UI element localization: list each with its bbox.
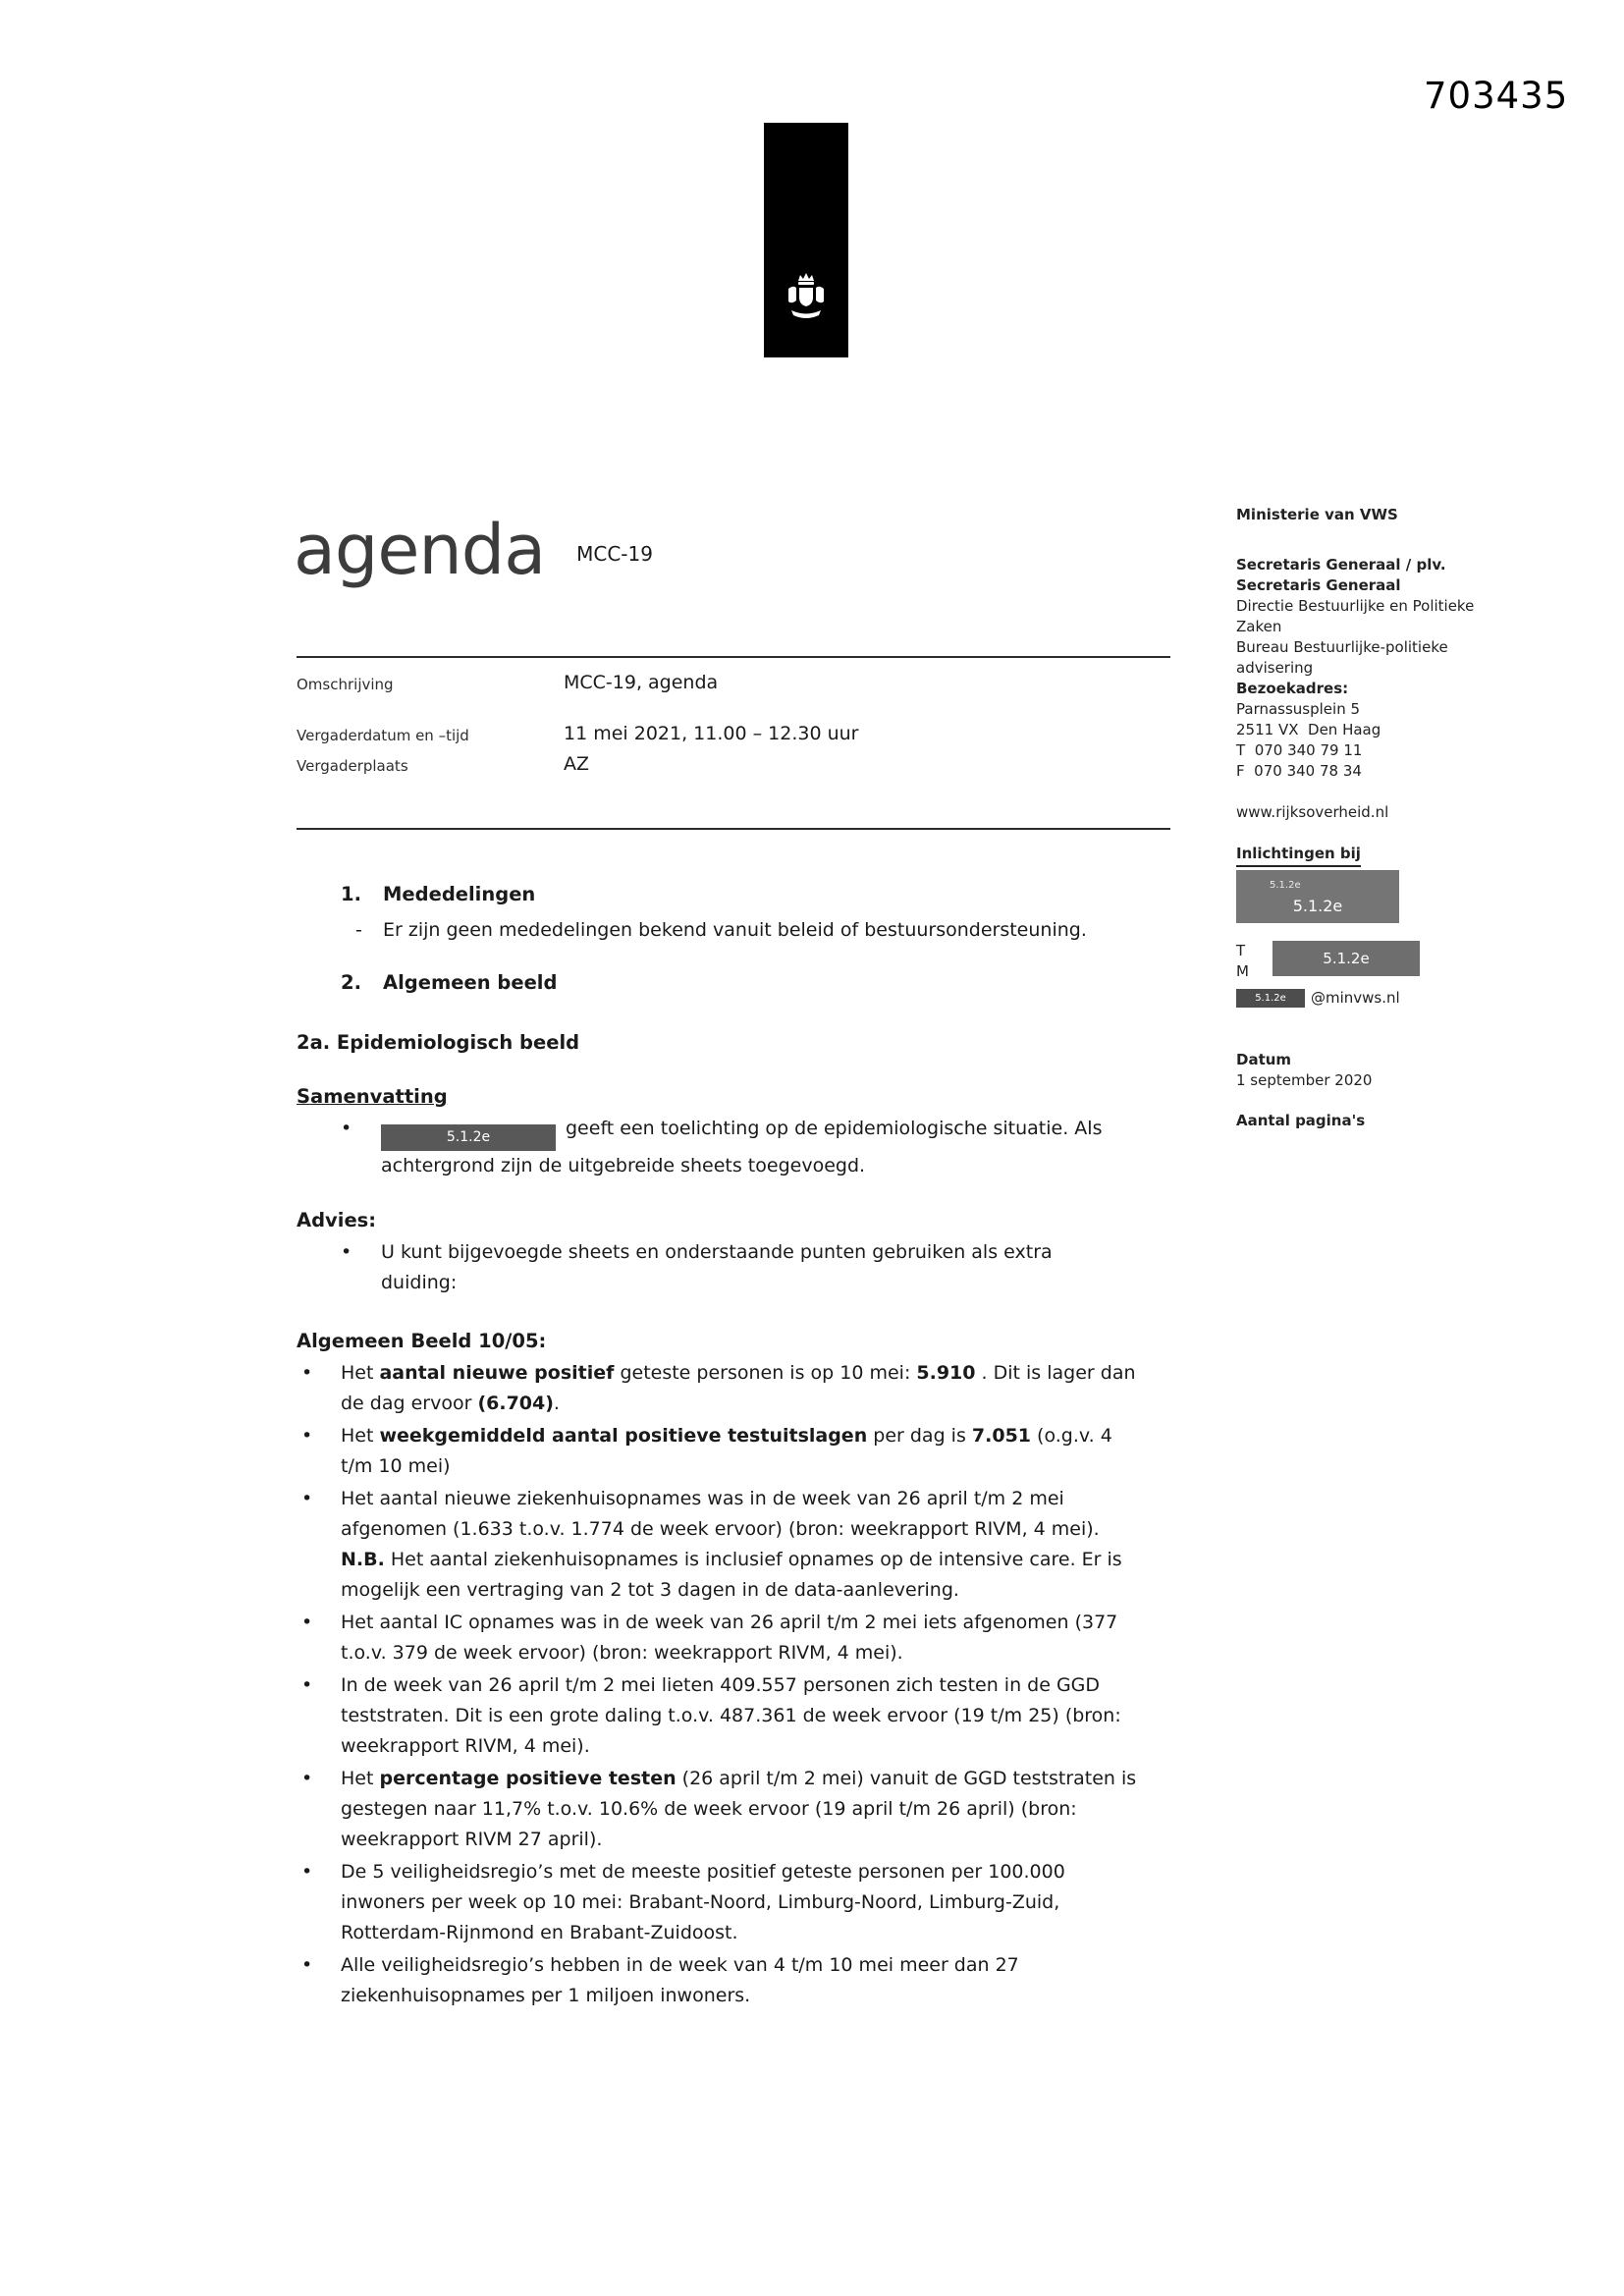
- samenvatting-heading: Samenvatting: [297, 1085, 448, 1108]
- phone-letters: [1236, 941, 1272, 982]
- phone-line: T 070 340 79 11: [1236, 741, 1363, 759]
- section-2a-heading: 2a. Epidemiologisch beeld: [297, 1031, 580, 1054]
- meta-row-vergaderplaats: [297, 751, 1170, 777]
- redaction-code-small: 5.1.2e: [1270, 880, 1301, 891]
- beeld-bullet-text: Het aantal IC opnames was in de week van 26 april t/m 2 mei iets afgenomen (377 t.o.v. 379 de week ervoor) (bron: weekrapport RIVM, 4 mei).: [341, 1612, 1118, 1664]
- main-content: [297, 869, 1175, 2011]
- beeld-bullet-text: Het weekgemiddeld aantal positieve testuitslagen per dag is 7.051 (o.g.v. 4 t/m 10 mei): [341, 1425, 1112, 1477]
- bullet-icon: •: [301, 1488, 313, 1509]
- redaction-code-main: 5.1.2e: [1292, 897, 1343, 915]
- beeld-bullet-1: [297, 1358, 1143, 1419]
- beeld-bullet-text: Het aantal nieuwe positief geteste personen is op 10 mei: 5.910 . Dit is lager dan de dag ervoor (6.704).: [341, 1362, 1136, 1414]
- page-title: agenda: [294, 510, 546, 590]
- advies-bullet: [297, 1237, 1110, 1298]
- beeld-bullet-text: Het aantal nieuwe ziekenhuisopnames was in de week van 26 april t/m 2 mei afgenomen (1.633 t.o.v. 1.774 de week ervoor) (bron: weekrapport RIVM, 4 mei). N.B. Het aantal ziekenhuisopnames is inclusief opnames op de intensive care. Er is mogelijk een vertraging van 2 tot 3 dagen in de data-aanlevering.: [341, 1488, 1122, 1601]
- agenda-item-2: [297, 967, 1175, 998]
- agenda-item-note-text: Er zijn geen mededelingen bekend vanuit beleid of bestuursondersteuning.: [383, 919, 1087, 941]
- email-suffix: @minvws.nl: [1311, 989, 1400, 1007]
- meta-value: AZ: [564, 753, 590, 775]
- redaction-box: 5.1.2e: [381, 1124, 556, 1151]
- sidebar: [1236, 505, 1519, 1131]
- rijksoverheid-logo: [764, 123, 848, 357]
- beeld-bullet-text: Het percentage positieve testen (26 april t/m 2 mei) vanuit de GGD teststraten is gestegen naar 11,7% t.o.v. 10.6% de week ervoor (19 april t/m 26 april) (bron: weekrapport RIVM 27 april).: [341, 1768, 1137, 1850]
- ministry-name: Ministerie van VWS: [1236, 506, 1398, 523]
- divider-meta: [297, 828, 1170, 830]
- beeld-bullet-text: In de week van 26 april t/m 2 mei lieten 409.557 personen zich testen in de GGD teststraten. Dit is een grote daling t.o.v. 487.361 de week ervoor (19 t/m 25) (bron: weekrapport RIVM, 4 mei).: [341, 1674, 1121, 1757]
- beeld-bullet-7: [297, 1857, 1143, 1948]
- agenda-item-title: Algemeen beeld: [383, 971, 558, 994]
- samenvatting-text: geeft een toelichting op de epidemiologische situatie. Als achtergrond zijn de uitgebreide sheets toegevoegd.: [381, 1118, 1103, 1176]
- advies-text: U kunt bijgevoegde sheets en onderstaande punten gebruiken als extra duiding:: [381, 1241, 1053, 1293]
- meta-table: [297, 670, 1170, 782]
- meta-label: Omschrijving: [297, 676, 394, 693]
- bullet-icon: •: [301, 1362, 313, 1384]
- beeld-bullet-3: [297, 1484, 1143, 1606]
- beeld-bullet-4: [297, 1608, 1143, 1668]
- agenda-item-1: [297, 879, 1175, 909]
- beeld-bullet-6: [297, 1764, 1143, 1855]
- beeld-bullet-8: [297, 1950, 1143, 2011]
- bullet-icon: •: [301, 1954, 313, 1976]
- samenvatting-bullet: [297, 1114, 1161, 1181]
- bullet-icon: •: [341, 1118, 352, 1139]
- beeld-bullet-text: Alle veiligheidsregio’s hebben in de week van 4 t/m 10 mei meer dan 27 ziekenhuisopnames per 1 miljoen inwoners.: [341, 1954, 1019, 2006]
- bullet-icon: •: [301, 1768, 313, 1789]
- bullet-icon: •: [341, 1241, 352, 1263]
- phone-redaction-row: [1236, 941, 1519, 982]
- datum-label: Datum: [1236, 1051, 1292, 1068]
- meta-label: Vergaderplaats: [297, 757, 408, 775]
- beeld-heading: Algemeen Beeld 10/05:: [297, 1330, 547, 1352]
- meta-row-omschrijving: [297, 670, 1170, 695]
- org-line: Directie Bestuurlijke en Politieke: [1236, 597, 1475, 615]
- visit-address-line: 2511 VX Den Haag: [1236, 721, 1381, 738]
- redaction-box-email: 5.1.2e: [1236, 989, 1305, 1008]
- redaction-box-contact: [1236, 870, 1399, 923]
- document-number: 703435: [1424, 75, 1569, 117]
- org-line: Zaken: [1236, 618, 1282, 635]
- org-line: Bureau Bestuurlijke-politieke: [1236, 638, 1448, 656]
- datum-value: 1 september 2020: [1236, 1071, 1373, 1089]
- website-url: www.rijksoverheid.nl: [1236, 803, 1389, 821]
- agenda-item-number: 2.: [341, 971, 361, 994]
- coat-of-arms-icon: [785, 271, 827, 324]
- org-line: Secretaris Generaal / plv.: [1236, 556, 1446, 574]
- phone-t-label: T: [1236, 942, 1246, 959]
- visit-address-line: Parnassusplein 5: [1236, 700, 1361, 718]
- org-line: Secretaris Generaal: [1236, 576, 1401, 594]
- beeld-bullet-2: [297, 1421, 1143, 1482]
- email-row: [1236, 988, 1519, 1009]
- beeld-bullet-text: De 5 veiligheidsregio’s met de meeste positief geteste personen per 100.000 inwoners per week op 10 mei: Brabant-Noord, Limburg-Noord, Limburg-Zuid, Rotterdam-Rijnmond en Brabant-Zuidoost.: [341, 1861, 1065, 1943]
- phone-m-label: M: [1236, 962, 1249, 980]
- meta-value: 11 mei 2021, 11.00 – 12.30 uur: [564, 723, 859, 744]
- bullet-icon: •: [301, 1612, 313, 1633]
- dash-marker: -: [355, 919, 362, 941]
- redaction-box-phone: 5.1.2e: [1272, 941, 1420, 976]
- contact-label: Inlichtingen bij: [1236, 844, 1519, 867]
- bullet-icon: •: [301, 1425, 313, 1447]
- divider-top: [297, 656, 1170, 658]
- fax-line: F 070 340 78 34: [1236, 762, 1362, 780]
- meta-value: MCC-19, agenda: [564, 672, 719, 693]
- meta-label: Vergaderdatum en –tijd: [297, 727, 469, 744]
- agenda-item-number: 1.: [341, 883, 361, 905]
- title-block: [294, 510, 653, 590]
- bullet-icon: •: [301, 1674, 313, 1696]
- beeld-bullet-5: [297, 1670, 1143, 1762]
- pages-label: Aantal pagina's: [1236, 1112, 1366, 1129]
- visit-address-label: Bezoekadres:: [1236, 680, 1349, 697]
- org-line: advisering: [1236, 659, 1314, 677]
- advies-heading: Advies:: [297, 1209, 377, 1231]
- page-title-tag: MCC-19: [576, 542, 653, 566]
- meta-row-vergaderdatum: [297, 721, 1170, 746]
- agenda-item-title: Mededelingen: [383, 883, 536, 905]
- agenda-item-1-note: [297, 915, 1175, 946]
- bullet-icon: •: [301, 1861, 313, 1883]
